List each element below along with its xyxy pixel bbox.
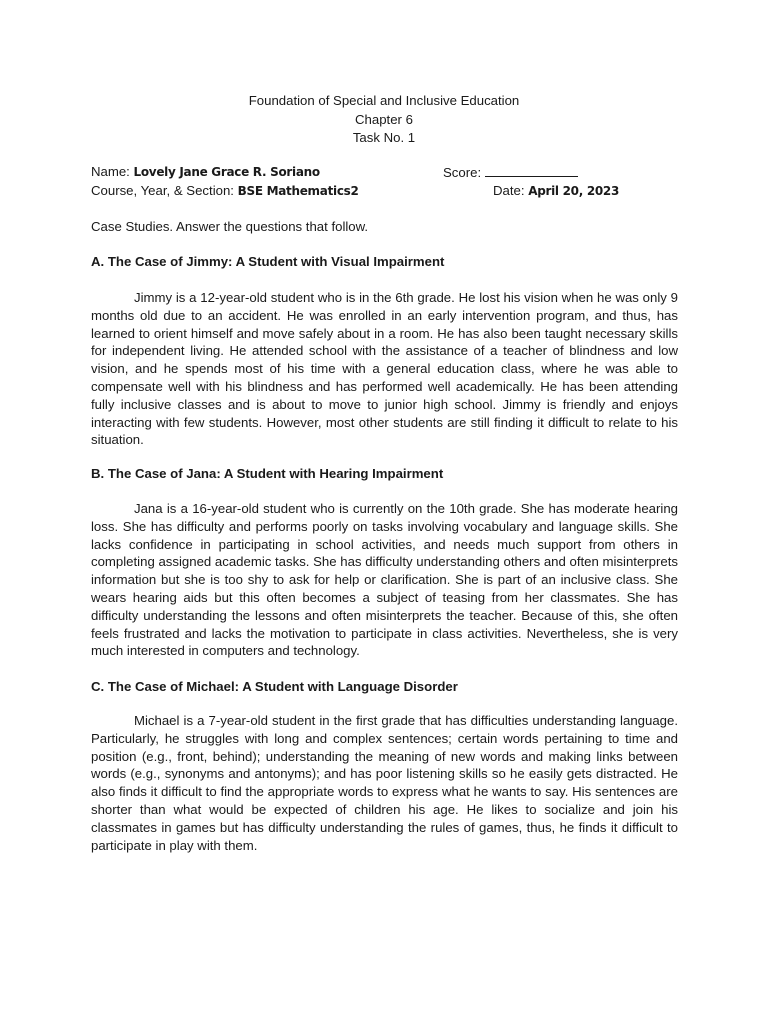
- course-row: [91, 182, 359, 200]
- name-value: Lovely Jane Grace R. Soriano: [133, 165, 320, 179]
- case-c-text: Michael is a 7-year-old student in the first grade that has difficulties understanding language. Particularly, he struggles with long and complex sentences; certain words pertaining to time and position (e.g., front, behind); understanding the meaning of new words and making links between words (e.g., synonyms and antonyms); and has poor listening skills so he easily gets distracted. He also finds it difficult to find the appropriate words to express what he wants to say. His sentences are shorter than what would be expected of children his age. He likes to socialize and join his classmates in games but has difficulty understanding the rules of games, thus, he finds it difficult to participate in play with them.: [91, 713, 678, 853]
- course-label: Course, Year, & Section:: [91, 183, 234, 198]
- score-row: [443, 163, 578, 182]
- document-header: [0, 92, 768, 148]
- case-b-heading: B. The Case of Jana: A Student with Hearing Impairment: [91, 466, 444, 481]
- date-row: [493, 182, 619, 200]
- date-value: April 20, 2023: [528, 184, 620, 198]
- name-label: Name:: [91, 164, 130, 179]
- course-value: BSE Mathematics2: [237, 184, 359, 198]
- date-label: Date:: [493, 183, 525, 198]
- course-title: Foundation of Special and Inclusive Education: [248, 93, 520, 108]
- instructions: Case Studies. Answer the questions that follow.: [91, 219, 369, 234]
- case-a-text: Jimmy is a 12-year-old student who is in the 6th grade. He lost his vision when he was only 9 months old due to an accident. He was enrolled in an early intervention program, and thus, has learned to orient himself and move safely about in a room. He has also been taught necessary skills for independent living. He attended school with the assistance of a teacher of blindness and low vision, and he spends most of his time with a general education class, where he was able to compensate well with his blindness and has performed well academically. He has been attending fully inclusive classes and is about to move to junior high school. Jimmy is friendly and enjoys interacting with few students. However, most other students are still finding it difficult to relate to his situation.: [91, 290, 678, 448]
- case-a-heading: A. The Case of Jimmy: A Student with Visual Impairment: [91, 254, 445, 269]
- case-b-text: Jana is a 16-year-old student who is currently on the 10th grade. She has moderate hearing loss. She has difficulty and performs poorly on tasks involving vocabulary and language skills. She lacks confidence in participating in school activities, and needs much support from others in completing assigned academic tasks. She has difficulty understanding others and often misinterprets information but she is too shy to ask for help or clarification. She is part of an inclusive class. She wears hearing aids but this often becomes a subject of teasing from her classmates. She has difficulty understanding the lessons and often misinterprets the teacher. Because of this, she often feels frustrated and lacks the motivation to participate in class activities. Nevertheless, she is very much interested in computers and technology.: [91, 501, 678, 659]
- score-blank: [485, 163, 578, 177]
- task-label: Task No. 1: [352, 130, 416, 145]
- chapter-label: Chapter 6: [355, 111, 413, 127]
- score-label: Score:: [443, 165, 482, 180]
- case-c-heading: C. The Case of Michael: A Student with Language Disorder: [91, 679, 458, 694]
- name-row: [91, 163, 320, 181]
